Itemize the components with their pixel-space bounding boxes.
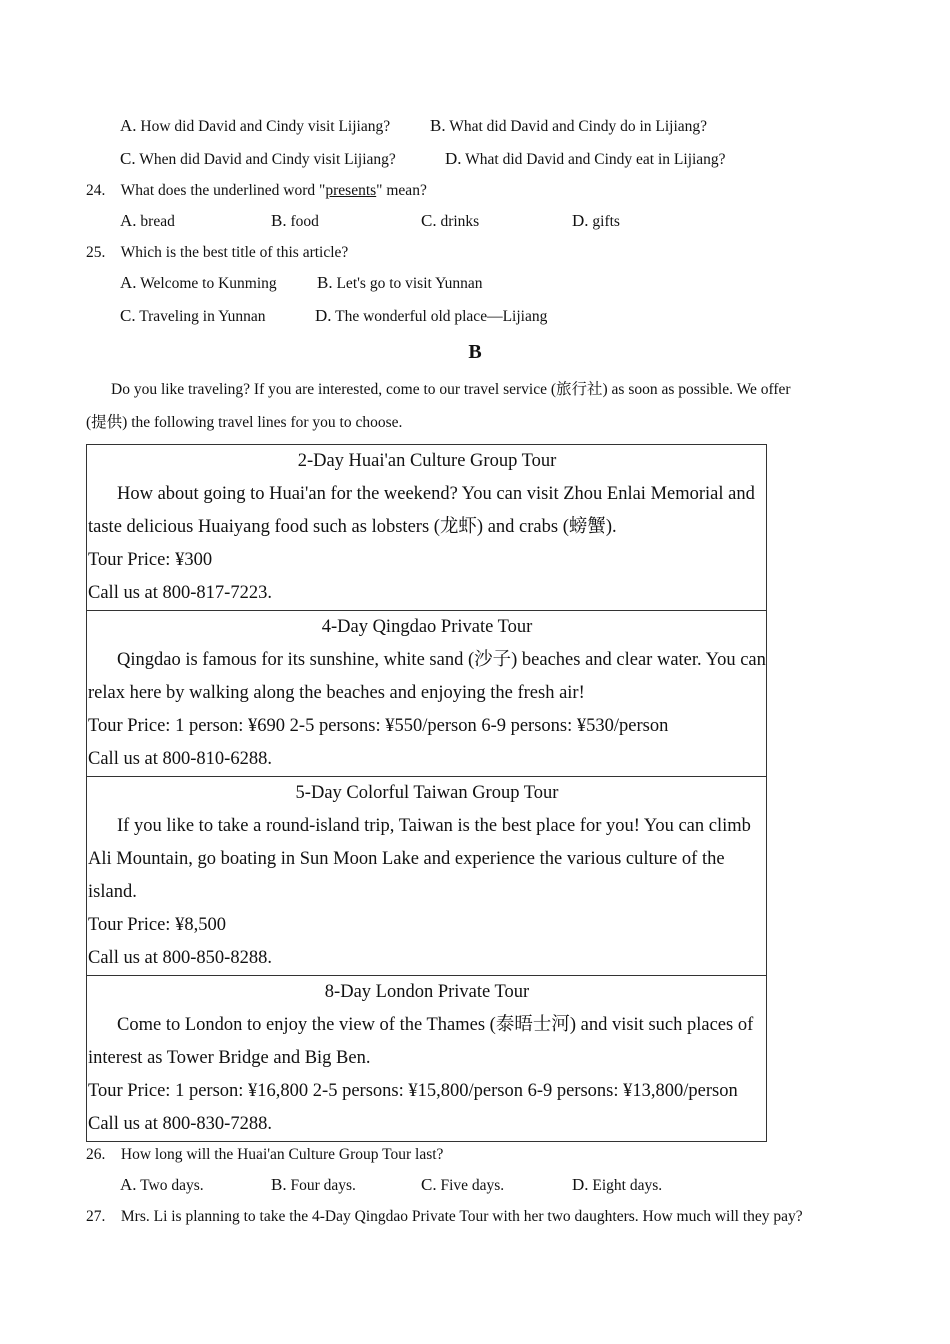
tour-price: Tour Price: ¥8,500 <box>88 915 226 935</box>
option-letter: D. <box>572 1175 589 1194</box>
option-letter: C. <box>120 306 136 325</box>
option-letter: D. <box>445 149 462 168</box>
question-text: How long will the Huai'an Culture Group Tour last? <box>120 1146 444 1163</box>
tour-phone: Call us at 800-850-8288. <box>88 948 272 968</box>
q24-option-c <box>421 211 479 232</box>
option-letter: C. <box>421 1175 437 1194</box>
underlined-word: presents <box>325 182 377 199</box>
question-number: 25. <box>86 244 106 261</box>
tour-description: How about going to Huai'an for the weekend? You can visit Zhou Enlai Memorial and taste delicious Huaiyang food such as lobsters (龙虾) and crabs (螃蟹). <box>88 484 755 537</box>
q25-stem <box>86 243 348 263</box>
tour-description: If you like to take a round-island trip, Taiwan is the best place for you! You can climb Ali Mountain, go boating in Sun Moon Lake and experience the various culture of the island. <box>88 816 751 902</box>
q26-option-a <box>120 1175 204 1196</box>
tour-price: Tour Price: ¥300 <box>88 550 213 570</box>
option-text: drinks <box>440 213 480 230</box>
q25-option-a <box>120 273 277 294</box>
option-text: The wonderful old place—Lijiang <box>335 308 548 325</box>
q25-option-b <box>317 273 483 294</box>
question-text: Mrs. Li is planning to take the 4-Day Qingdao Private Tour with her two daughters. How much will they pay? <box>120 1208 803 1225</box>
q24-option-d <box>572 211 620 232</box>
tour-phone: Call us at 800-817-7223. <box>88 583 272 603</box>
option-text: Two days. <box>140 1177 204 1194</box>
q26-stem <box>86 1145 443 1165</box>
tour-description: Qingdao is famous for its sunshine, white sand (沙子) beaches and clear water. You can relax here by walking along the beaches and enjoying the fresh air! <box>88 650 766 703</box>
question-number: 26. <box>86 1146 106 1163</box>
option-text: gifts <box>592 213 620 230</box>
question-number: 24. <box>86 182 106 199</box>
q23-option-b <box>430 116 707 137</box>
option-text: bread <box>140 213 175 230</box>
option-letter: B. <box>271 211 287 230</box>
tour-row <box>87 611 767 777</box>
tour-title: 5-Day Colorful Taiwan Group Tour <box>295 783 559 803</box>
option-text: Let's go to visit Yunnan <box>336 275 483 292</box>
option-letter: A. <box>120 1175 137 1194</box>
option-letter: C. <box>421 211 437 230</box>
option-letter: A. <box>120 211 137 230</box>
tour-phone: Call us at 800-810-6288. <box>88 749 272 769</box>
tour-price: Tour Price: 1 person: ¥16,800 2-5 persons: ¥15,800/person 6-9 persons: ¥13,800/person <box>88 1081 738 1101</box>
option-text: food <box>290 213 319 230</box>
option-letter: B. <box>317 273 333 292</box>
tour-price: Tour Price: 1 person: ¥690 2-5 persons: ¥550/person 6-9 persons: ¥530/person <box>88 716 669 736</box>
q25-option-d <box>315 306 547 327</box>
option-text: When did David and Cindy visit Lijiang? <box>139 151 396 168</box>
option-letter: B. <box>271 1175 287 1194</box>
section-heading: B <box>468 341 482 363</box>
option-letter: B. <box>430 116 446 135</box>
question-number: 27. <box>86 1208 106 1225</box>
q26-option-c <box>421 1175 504 1196</box>
option-letter: A. <box>120 116 137 135</box>
tour-title: 2-Day Huai'an Culture Group Tour <box>297 451 557 471</box>
intro-line-1: Do you like traveling? If you are interested, come to our travel service (旅行社) as soon as possible. We offer <box>111 381 791 398</box>
tour-title: 8-Day London Private Tour <box>324 982 530 1002</box>
q24-option-b <box>271 211 319 232</box>
option-letter: D. <box>572 211 589 230</box>
option-text: What did David and Cindy do in Lijiang? <box>449 118 708 135</box>
q24-stem <box>86 181 427 201</box>
option-text: What did David and Cindy eat in Lijiang? <box>465 151 726 168</box>
tour-title: 4-Day Qingdao Private Tour <box>321 617 533 637</box>
q26-option-d <box>572 1175 662 1196</box>
option-letter: D. <box>315 306 332 325</box>
tour-row <box>87 777 767 976</box>
tours-table <box>86 444 767 1142</box>
option-text: How did David and Cindy visit Lijiang? <box>140 118 391 135</box>
q25-option-c <box>120 306 266 327</box>
q27-stem <box>86 1207 803 1227</box>
option-letter: C. <box>120 149 136 168</box>
q23-option-a <box>120 116 390 137</box>
option-text: Four days. <box>290 1177 356 1194</box>
question-text-before: What does the underlined word " <box>120 182 326 199</box>
tour-row <box>87 445 767 611</box>
q23-option-c <box>120 149 396 170</box>
tour-description: Come to London to enjoy the view of the Thames (泰晤士河) and visit such places of interest as Tower Bridge and Big Ben. <box>88 1015 754 1068</box>
q23-option-d <box>445 149 726 170</box>
q26-option-b <box>271 1175 356 1196</box>
tour-phone: Call us at 800-830-7288. <box>88 1114 272 1134</box>
option-text: Eight days. <box>592 1177 663 1194</box>
question-text-after: " mean? <box>376 182 427 199</box>
q24-option-a <box>120 211 175 232</box>
intro-line-2: (提供) the following travel lines for you to choose. <box>86 414 403 431</box>
option-text: Five days. <box>440 1177 505 1194</box>
question-text: Which is the best title of this article? <box>120 244 349 261</box>
option-letter: A. <box>120 273 137 292</box>
option-text: Traveling in Yunnan <box>139 308 266 325</box>
option-text: Welcome to Kunming <box>140 275 277 292</box>
tour-row <box>87 976 767 1142</box>
